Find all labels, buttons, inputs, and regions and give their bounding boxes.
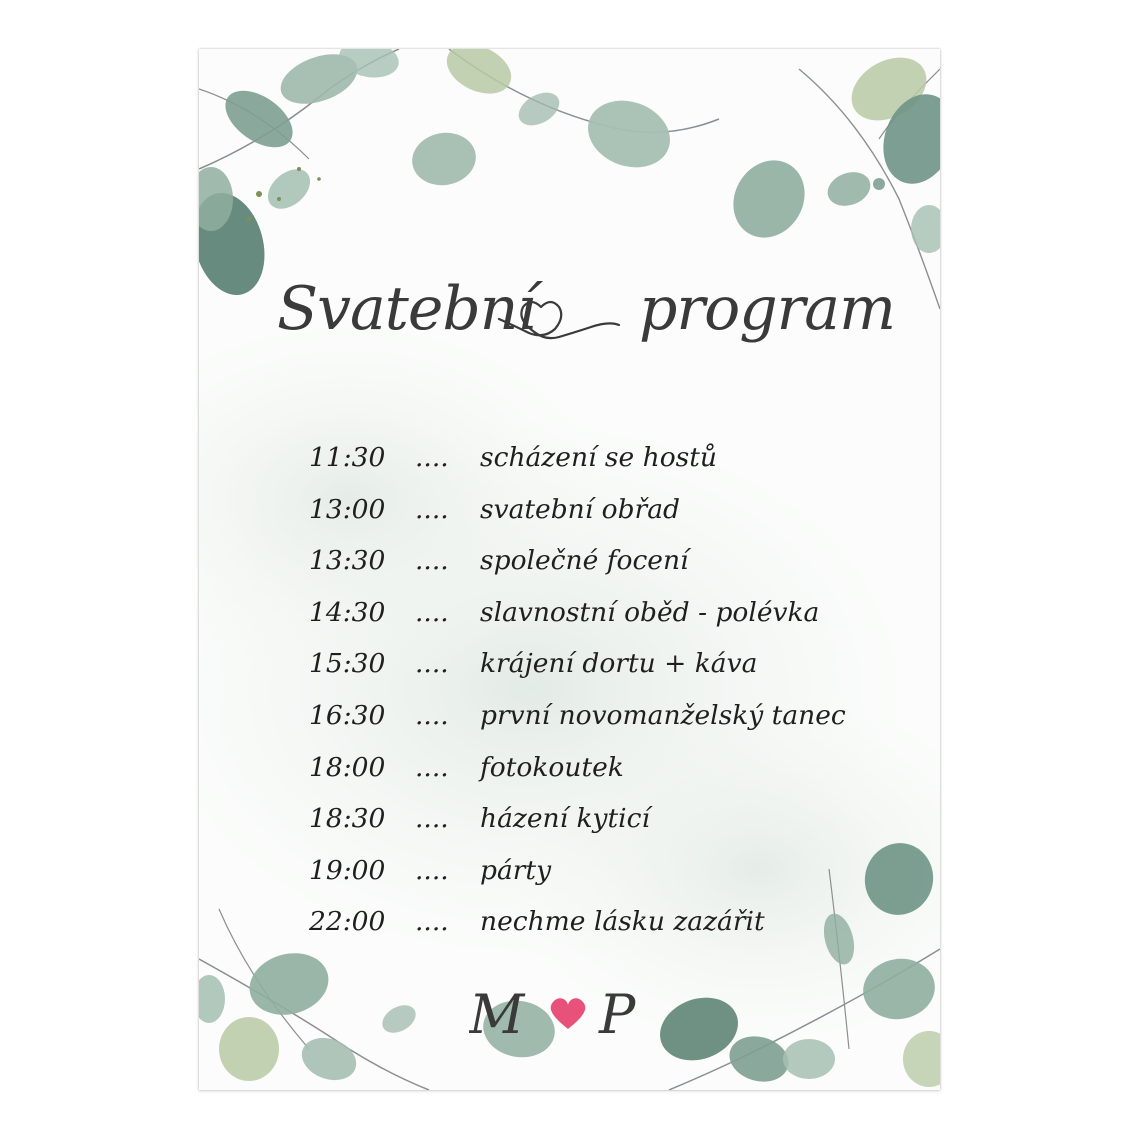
schedule-dots: .... <box>415 648 449 680</box>
schedule-row <box>309 793 909 845</box>
top-center-branch <box>408 49 818 251</box>
schedule-activity: svatební obřad <box>480 493 680 525</box>
schedule-time: 16:30 <box>309 699 386 731</box>
schedule-time: 11:30 <box>309 442 386 473</box>
schedule-time: 13:30 <box>309 545 386 577</box>
schedule-dots: .... <box>415 751 449 783</box>
schedule-time: 18:30 <box>309 803 386 835</box>
schedule-activity: společné focení <box>480 545 689 577</box>
schedule-row <box>309 896 909 948</box>
couple-monogram <box>469 977 669 1047</box>
wedding-program-card <box>199 49 940 1090</box>
schedule-dots: .... <box>415 493 449 525</box>
schedule-time: 22:00 <box>309 906 386 938</box>
schedule-activity: fotokoutek <box>480 751 624 783</box>
schedule-time: 13:00 <box>309 493 386 525</box>
schedule-dots: .... <box>415 545 449 577</box>
monogram-second-initial: P <box>599 983 636 1046</box>
schedule-activity: házení kyticí <box>480 803 650 835</box>
top-left-branch <box>199 49 402 303</box>
schedule-time: 15:30 <box>309 648 386 680</box>
schedule-time: 14:30 <box>309 596 386 628</box>
program-schedule <box>309 432 909 948</box>
schedule-row <box>309 432 909 484</box>
schedule-row <box>309 535 909 587</box>
schedule-row <box>309 484 909 536</box>
heart-icon <box>551 998 586 1029</box>
schedule-activity: slavnostní oběd - polévka <box>480 596 820 628</box>
program-heading <box>199 267 940 377</box>
schedule-activity: nechme lásku zazářit <box>480 906 765 938</box>
schedule-row <box>309 587 909 639</box>
schedule-row <box>309 690 909 742</box>
schedule-dots: .... <box>415 854 449 886</box>
schedule-dots: .... <box>415 699 449 731</box>
heading-word-right: program <box>639 274 895 344</box>
heading-word-left: Svatební <box>277 274 536 344</box>
schedule-activity: scházení se hostů <box>480 442 717 473</box>
schedule-activity: první novomanželský tanec <box>480 699 846 731</box>
schedule-dots: .... <box>415 442 449 473</box>
schedule-row <box>309 742 909 794</box>
schedule-activity: krájení dortu + káva <box>480 648 758 680</box>
schedule-dots: .... <box>415 906 449 938</box>
schedule-time: 18:00 <box>309 751 386 783</box>
monogram-first-initial: M <box>469 983 525 1046</box>
schedule-activity: párty <box>480 854 552 886</box>
schedule-row <box>309 845 909 897</box>
schedule-time: 19:00 <box>309 854 386 886</box>
schedule-dots: .... <box>415 596 449 628</box>
schedule-dots: .... <box>415 803 449 835</box>
schedule-row <box>309 638 909 690</box>
